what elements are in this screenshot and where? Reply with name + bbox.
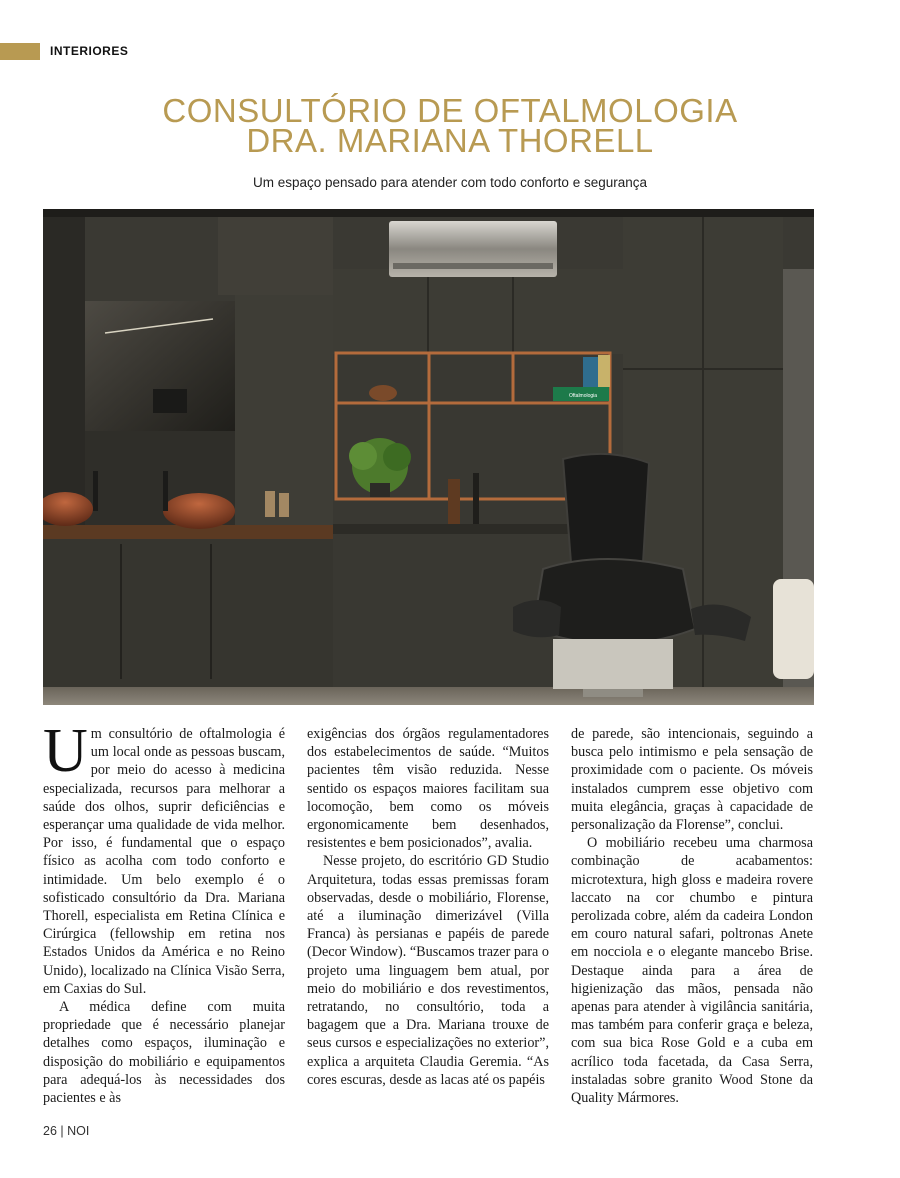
headline-line-2: DRA. MARIANA THORELL xyxy=(246,122,654,159)
book-spine-label: Oftalmologia xyxy=(569,393,598,399)
ceiling-cabinets xyxy=(218,217,333,295)
article-column-3 xyxy=(571,725,813,1107)
article-paragraph xyxy=(43,717,285,998)
article-paragraph: exigências dos órgãos regulamentadores dos estabelecimentos de saúde. “Muitos pacientes têm visão reduzida. Nesse sentido os espaços maiores facilitam sua locomoção, bem como os móveis ergonomicamente bem desenhados, resistentes e bem posicionados”, avalia. xyxy=(307,726,549,852)
article-paragraph: O mobiliário recebeu uma charmosa combinação de acabamentos: microtextura, high gloss e madeira rovere laccato na cor chumbo e pintura perolizada cobre, além da cadeira London em couro natural safari, poltronas Anete em nocciola e o elegante mancebo Brise. Destaque ainda para a área de higienização das mãos, pensada não apenas para atender à vigilância sanitária, mas também para conferir graça e beleza, com sua bica Rose Gold e a cuba em acrílico toda facetada, da Casa Serra, instaladas sobre granito Wood Stone da Quality Mármores. xyxy=(571,835,813,1107)
consultorio-photo xyxy=(43,209,814,705)
floor xyxy=(43,687,814,705)
section-accent-bar xyxy=(0,43,40,60)
article-column-2 xyxy=(307,725,549,1089)
washbasin-right xyxy=(163,493,235,529)
examination-chair xyxy=(563,454,649,568)
page-folio: 26 | NOI xyxy=(43,1124,90,1138)
article-paragraph: A médica define com muita propriedade que é necessário planejar detalhes como espaços, iluminação e disposição do mobiliário e equipamentos para adequá-los às necessidades dos pacientes e às xyxy=(43,999,285,1107)
article-paragraph: Nesse projeto, do escritório GD Studio Arquitetura, todas essas premissas foram observadas, desde o mobiliário, Florense, até a iluminação dimerizável (Villa Franca) às persianas e papéis de parede (Decor Window). “Buscamos trazer para o projeto uma linguagem bem atual, por meio do mobiliário e dos revestimentos, retratando, no consultório, toda a bagagem que a Dra. Mariana trouxe de seus cursos e especializações no exterior”, explica a arquiteta Claudia Geremia. “As cores escuras, desde as lacas até os papéis xyxy=(307,853,549,1088)
article-column-1 xyxy=(43,717,285,1107)
article-text: m consultório de oftalmologia é um local onde as pessoas buscam, por meio do acesso à medicina especializada, recursos para melhorar a saúde dos olhos, suprir deficiências e esperançar uma qualidade de vida melhor. Por isso, é fundamental que o espaço físico as acolha com todo conforto e intimidade. Um belo exemplo é o sofisticado consultório da Dra. Mariana Thorell, especialista em Retina Clínica e Cirúrgica (fellowship em retina nos Estados Unidos da América e no Reino Unido), localizado na Clínica Visão Serra, em Caxias do Sul. xyxy=(43,726,285,997)
drop-cap: U xyxy=(43,717,88,785)
headline-line-1: CONSULTÓRIO DE OFTALMOLOGIA xyxy=(162,92,738,129)
section-label: INTERIORES xyxy=(50,44,129,58)
article-paragraph: de parede, são intencionais, seguindo a busca pelo intimismo e pela sensação de proximidade com o paciente. Os móveis instalados cumprem esse objetivo com muita elegância, graças à capacidade de personalização da Florense”, conclui. xyxy=(571,726,813,834)
subtitle: Um espaço pensado para atender com todo conforto e segurança xyxy=(253,175,647,190)
